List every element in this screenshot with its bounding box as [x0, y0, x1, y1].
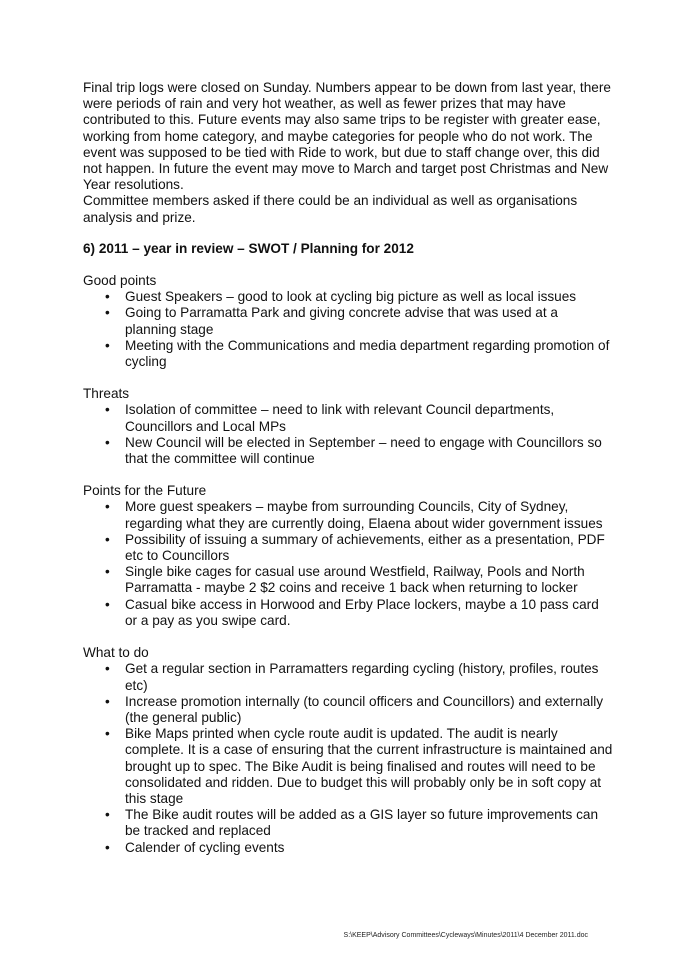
list-item: • Get a regular section in Parramatters regarding cycling (history, profiles, routes etc) [125, 661, 613, 693]
good-points-section [83, 273, 613, 370]
list-item: • Casual bike access in Horwood and Erby Place lockers, maybe a 10 pass card or a pay as you swipe card. [125, 597, 613, 629]
list-item: • Bike Maps printed when cycle route audit is updated. The audit is nearly complete. It is a case of ensuring that the current infrastructure is maintained and brought up to spec. The Bike Audit is being finalised and routes will need to be consolidated and ridden. Due to budget this will probably only be in soft copy at this stage [125, 726, 613, 807]
list-item: • More guest speakers – maybe from surrounding Councils, City of Sydney, regarding what they are currently doing, Elaena about wider government issues [125, 499, 613, 531]
section-title: Points for the Future [83, 483, 207, 499]
list-item: • Meeting with the Communications and media department regarding promotion of cycling [125, 338, 613, 370]
list-item: • Increase promotion internally (to council officers and Councillors) and externally (the general public) [125, 694, 613, 726]
document-page [83, 80, 613, 872]
section-title: Threats [83, 386, 130, 402]
list-item: • Possibility of issuing a summary of achievements, either as a presentation, PDF etc to Councillors [125, 532, 613, 564]
bullet-list [83, 402, 613, 467]
section-title: What to do [83, 645, 149, 661]
intro-text [83, 80, 613, 226]
list-item: • New Council will be elected in September – need to engage with Councillors so that the committee will continue [125, 435, 613, 467]
threats-section [83, 386, 613, 467]
file-path-footer: S:\KEEP\Advisory Committees\Cycleways\Minutes\2011\4 December 2011.doc [343, 932, 588, 939]
intro-paragraph: Committee members asked if there could be an individual as well as organisations analysis and prize. [83, 193, 578, 225]
list-item: • Guest Speakers – good to look at cycling big picture as well as local issues [125, 289, 613, 305]
future-points-section [83, 483, 613, 629]
list-item: • Isolation of committee – need to link with relevant Council departments, Councillors and Local MPs [125, 402, 613, 434]
section-heading: 6) 2011 – year in review – SWOT / Planning for 2012 [83, 240, 414, 256]
bullet-list [83, 499, 613, 629]
bullet-list [83, 289, 613, 370]
section-title: Good points [83, 273, 157, 289]
list-item: • The Bike audit routes will be added as a GIS layer so future improvements can be tracked and replaced [125, 807, 613, 839]
bullet-list [83, 661, 613, 855]
list-item: • Calender of cycling events [125, 840, 613, 856]
intro-paragraph: Final trip logs were closed on Sunday. Numbers appear to be down from last year, there were periods of rain and very hot weather, as well as fewer prizes that may have contributed to this. Future events may also same trips to be register with greater ease, working from home category, and maybe categories for people who do not work. The event was supposed to be tied with Ride to work, but due to staff change over, this did not happen. In future the event may move to March and target post Christmas and New Year resolutions. [83, 80, 611, 193]
what-to-do-section [83, 645, 613, 856]
list-item: • Going to Parramatta Park and giving concrete advise that was used at a planning stage [125, 305, 613, 337]
list-item: • Single bike cages for casual use around Westfield, Railway, Pools and North Parramatta - maybe 2 $2 coins and receive 1 back when returning to locker [125, 564, 613, 596]
